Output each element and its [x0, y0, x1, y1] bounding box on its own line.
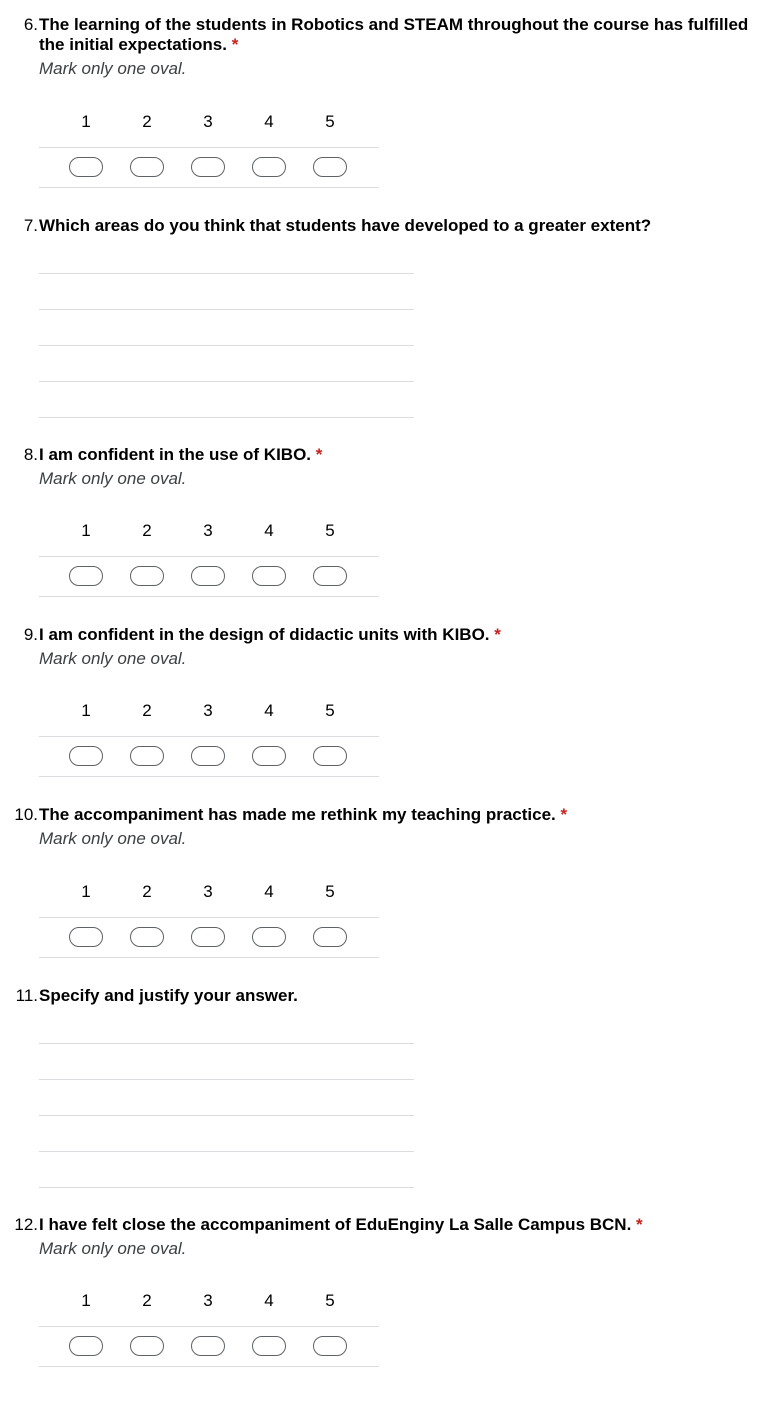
- question-title: [0, 986, 766, 1006]
- question-text: I have felt close the accompaniment of EduEnginy La Salle Campus BCN.: [39, 1215, 632, 1234]
- scale-label-3: 3: [203, 521, 213, 540]
- question-number: 6.: [23, 15, 38, 34]
- question-text: I am confident in the design of didactic units with KIBO.: [39, 625, 490, 644]
- question-title: [0, 1215, 766, 1235]
- hint-text: Mark only one oval.: [39, 59, 187, 78]
- scale-label-4: 4: [264, 521, 274, 540]
- answer-line: [39, 345, 414, 346]
- required-asterisk: *: [560, 805, 568, 824]
- scale-divider: [39, 1366, 379, 1367]
- answer-line: [39, 1187, 414, 1188]
- required-asterisk: *: [315, 445, 323, 464]
- oval-option-4[interactable]: [252, 746, 286, 766]
- question-9: [0, 625, 766, 669]
- scale-label-2: 2: [142, 112, 152, 131]
- oval-option-2[interactable]: [130, 157, 164, 177]
- question-text: The accompaniment has made me rethink my teaching practice.: [39, 805, 556, 824]
- scale-label-4: 4: [264, 1291, 274, 1310]
- oval-option-5[interactable]: [313, 746, 347, 766]
- answer-line: [39, 273, 414, 274]
- question-8: [0, 445, 766, 489]
- hint-text: Mark only one oval.: [39, 469, 187, 488]
- oval-option-1[interactable]: [69, 927, 103, 947]
- scale-divider: [39, 776, 379, 777]
- linear-scale-q12: [39, 1291, 379, 1415]
- required-asterisk: *: [636, 1215, 643, 1234]
- scale-label-3: 3: [203, 1291, 213, 1310]
- scale-label-3: 3: [203, 701, 213, 720]
- scale-label-1: 1: [81, 882, 91, 901]
- scale-label-1: 1: [81, 1291, 91, 1310]
- required-asterisk: *: [494, 625, 501, 644]
- question-number: 8.: [23, 445, 38, 464]
- scale-divider: [39, 187, 379, 188]
- scale-label-5: 5: [325, 701, 335, 720]
- scale-divider: [39, 957, 379, 958]
- question-title: [0, 805, 766, 825]
- question-7: [0, 216, 766, 236]
- question-text: I am confident in the use of KIBO.: [39, 445, 312, 464]
- question-title: [0, 445, 766, 465]
- scale-divider: [39, 556, 379, 557]
- hint-text: Mark only one oval.: [39, 649, 187, 668]
- oval-option-1[interactable]: [69, 157, 103, 177]
- question-title: [0, 15, 766, 55]
- required-asterisk: *: [231, 35, 239, 54]
- answer-line: [39, 1043, 414, 1044]
- question-title: [0, 625, 766, 645]
- scale-label-2: 2: [142, 701, 152, 720]
- question-text: Specify and justify your answer.: [39, 986, 298, 1005]
- scale-label-3: 3: [203, 882, 213, 901]
- answer-line: [39, 309, 414, 310]
- oval-option-4[interactable]: [252, 566, 286, 586]
- scale-label-4: 4: [264, 701, 274, 720]
- oval-option-5[interactable]: [313, 1336, 347, 1356]
- oval-option-1[interactable]: [69, 566, 103, 586]
- scale-label-4: 4: [264, 112, 274, 131]
- oval-option-2[interactable]: [130, 566, 164, 586]
- scale-label-2: 2: [142, 521, 152, 540]
- hint-text: Mark only one oval.: [39, 1239, 187, 1258]
- oval-option-1[interactable]: [69, 1336, 103, 1356]
- scale-label-4: 4: [264, 882, 274, 901]
- scale-divider: [39, 917, 379, 918]
- scale-label-2: 2: [142, 882, 152, 901]
- question-number: 7.: [23, 216, 38, 235]
- answer-line: [39, 417, 414, 418]
- answer-line: [39, 381, 414, 382]
- scale-label-1: 1: [81, 112, 91, 131]
- scale-label-5: 5: [325, 521, 335, 540]
- oval-option-4[interactable]: [252, 1336, 286, 1356]
- scale-label-2: 2: [142, 1291, 152, 1310]
- scale-label-1: 1: [81, 701, 91, 720]
- question-title: [0, 216, 766, 236]
- scale-label-5: 5: [325, 112, 335, 131]
- question-text: Which areas do you think that students have developed to a greater extent?: [39, 216, 652, 235]
- answer-line: [39, 1115, 414, 1116]
- oval-option-3[interactable]: [191, 157, 225, 177]
- scale-divider: [39, 147, 379, 148]
- question-number: 12.: [14, 1215, 38, 1234]
- oval-option-4[interactable]: [252, 927, 286, 947]
- oval-option-3[interactable]: [191, 566, 225, 586]
- answer-line: [39, 1151, 414, 1152]
- scale-label-1: 1: [81, 521, 91, 540]
- question-text: The learning of the students in Robotics and STEAM throughout the course has fulfilled the initial expectations.: [39, 15, 749, 54]
- oval-option-5[interactable]: [313, 566, 347, 586]
- oval-option-3[interactable]: [191, 746, 225, 766]
- question-number: 11.: [15, 986, 38, 1005]
- answer-line: [39, 1079, 414, 1080]
- oval-option-4[interactable]: [252, 157, 286, 177]
- oval-option-3[interactable]: [191, 1336, 225, 1356]
- oval-option-2[interactable]: [130, 1336, 164, 1356]
- scale-divider: [39, 1326, 379, 1327]
- scale-label-5: 5: [325, 1291, 335, 1310]
- hint-text: Mark only one oval.: [39, 829, 187, 848]
- oval-option-5[interactable]: [313, 927, 347, 947]
- oval-option-2[interactable]: [130, 746, 164, 766]
- oval-option-1[interactable]: [69, 746, 103, 766]
- question-10: [0, 805, 766, 849]
- oval-option-2[interactable]: [130, 927, 164, 947]
- question-11: [0, 986, 766, 1006]
- question-number: 10.: [14, 805, 38, 824]
- question-number: 9.: [23, 625, 38, 644]
- oval-option-5[interactable]: [313, 157, 347, 177]
- scale-divider: [39, 736, 379, 737]
- question-12: [0, 1215, 766, 1259]
- scale-label-3: 3: [203, 112, 213, 131]
- question-6: [0, 15, 766, 79]
- scale-divider: [39, 596, 379, 597]
- oval-option-3[interactable]: [191, 927, 225, 947]
- scale-label-5: 5: [325, 882, 335, 901]
